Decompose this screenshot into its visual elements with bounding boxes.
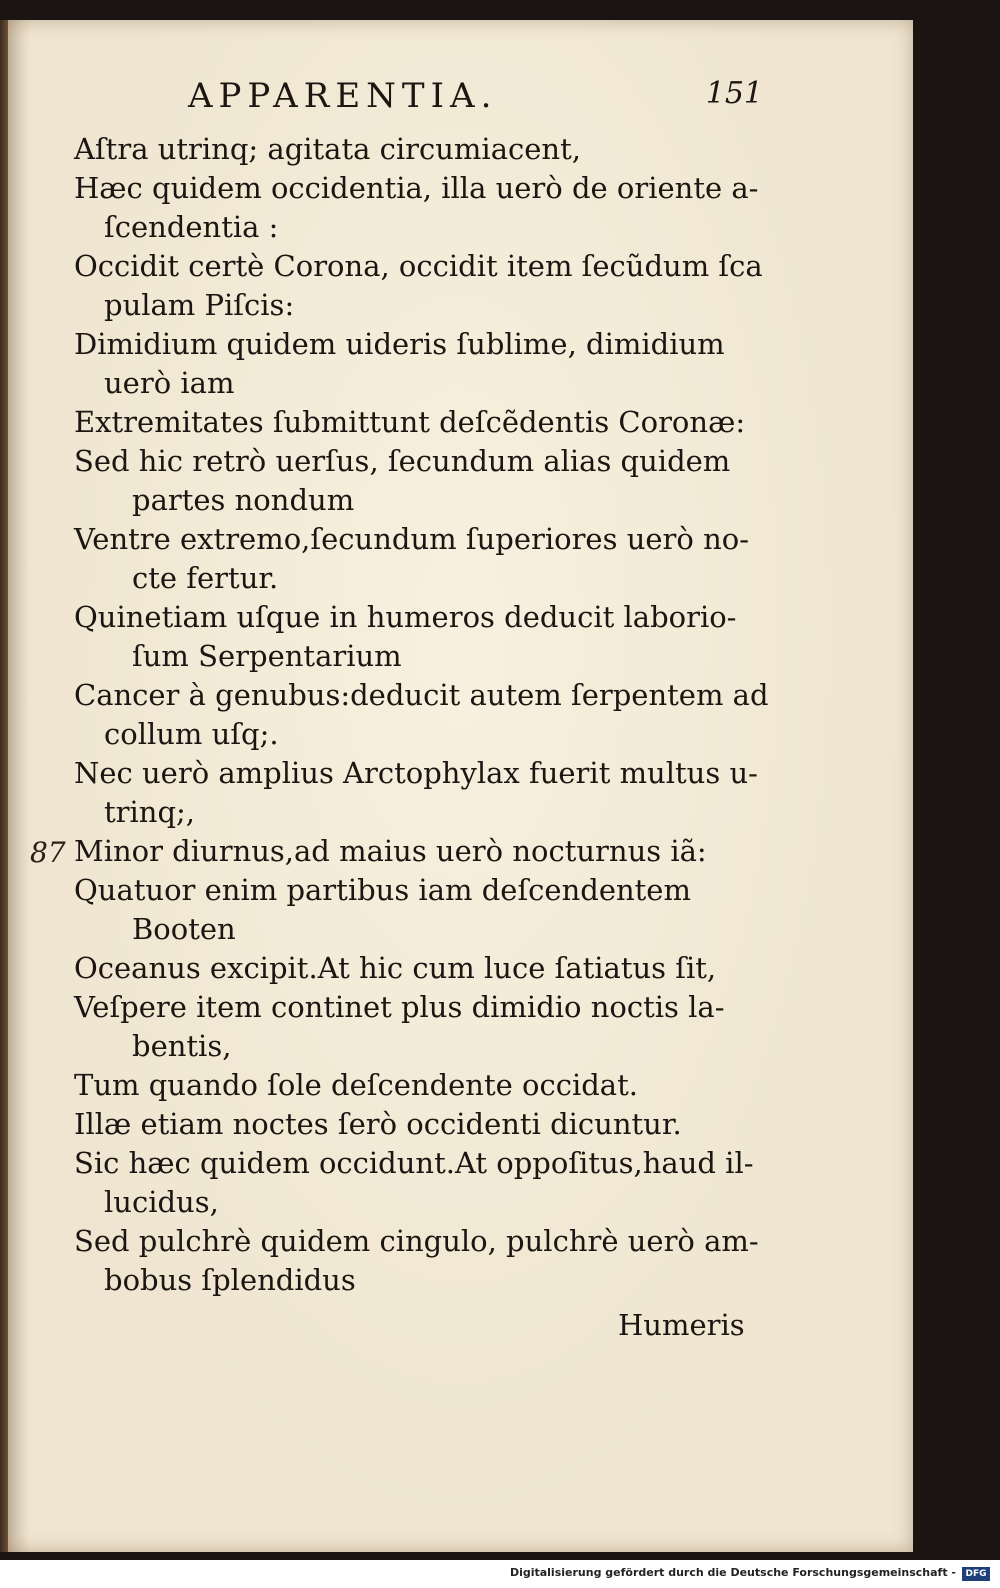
dfg-logo-icon: DFG — [962, 1567, 990, 1581]
verse-text — [74, 130, 774, 1300]
text-line: Dimidium quidem uideris ſublime, dimidium — [74, 327, 725, 361]
text-line: Veſpere item continet plus dimidio noctis la- — [74, 990, 725, 1024]
text-line: pulam Piſcis: — [104, 288, 295, 322]
text-line: Sed pulchrè quidem cingulo, pulchrè uerò am- — [74, 1224, 759, 1258]
running-title: APPARENTIA. — [188, 76, 498, 116]
text-line: cte fertur. — [132, 561, 279, 595]
page-number: 151 — [705, 76, 763, 111]
text-line: Extremitates ſubmittunt deſcẽdentis Coronæ: — [74, 405, 746, 439]
text-line: Booten — [132, 912, 236, 946]
text-line: Illæ etiam noctes ſerò occidenti dicuntur. — [74, 1107, 682, 1141]
text-line: Occidit certè Corona, occidit item ſecũdum ſca — [74, 249, 763, 283]
text-line: Ventre extremo,ſecundum ſuperiores uerò no- — [74, 522, 750, 556]
text-line: trinq;, — [104, 795, 196, 829]
text-line: Quatuor enim partibus iam deſcendentem — [74, 873, 691, 907]
text-line: Nec uerò amplius Arctophylax fuerit multus u- — [74, 756, 758, 790]
text-line: Aſtra utrinq; agitata circumiacent, — [74, 132, 581, 166]
text-line: bentis, — [132, 1029, 232, 1063]
text-line: lucidus, — [104, 1185, 219, 1219]
text-line: collum uſq;. — [104, 717, 279, 751]
text-line: Sic hæc quidem occidunt.At oppoſitus,haud il- — [74, 1146, 754, 1180]
digitization-footer — [0, 1560, 1000, 1588]
footer-credit: Digitalisierung gefördert durch die Deutsche Forschungsgemeinschaft - — [509, 1566, 956, 1579]
book-page — [8, 20, 913, 1552]
text-line: Hæc quidem occidentia, illa uerò de oriente a- — [74, 171, 759, 205]
text-line: Tum quando ſole deſcendente occidat. — [74, 1068, 638, 1102]
margin-note: 87 — [30, 836, 66, 869]
text-line: Sed hic retrò uerſus, ſecundum alias quidem — [74, 444, 731, 478]
text-line: Oceanus excipit.At hic cum luce ſatiatus ſit, — [74, 951, 717, 985]
text-line: ſum Serpentarium — [132, 639, 402, 673]
text-line: Minor diurnus,ad maius uerò nocturnus iã: — [74, 834, 707, 868]
text-line: uerò iam — [104, 366, 235, 400]
text-line: Cancer à genubus:deducit autem ſerpentem ad — [74, 678, 769, 712]
text-line: Quinetiam uſque in humeros deducit laborio- — [74, 600, 737, 634]
text-line: partes nondum — [132, 483, 355, 517]
text-line: bobus ſplendidus — [104, 1263, 356, 1297]
text-line: ſcendentia : — [104, 210, 279, 244]
page-header — [188, 76, 833, 120]
catchword: Humeris — [618, 1308, 745, 1342]
